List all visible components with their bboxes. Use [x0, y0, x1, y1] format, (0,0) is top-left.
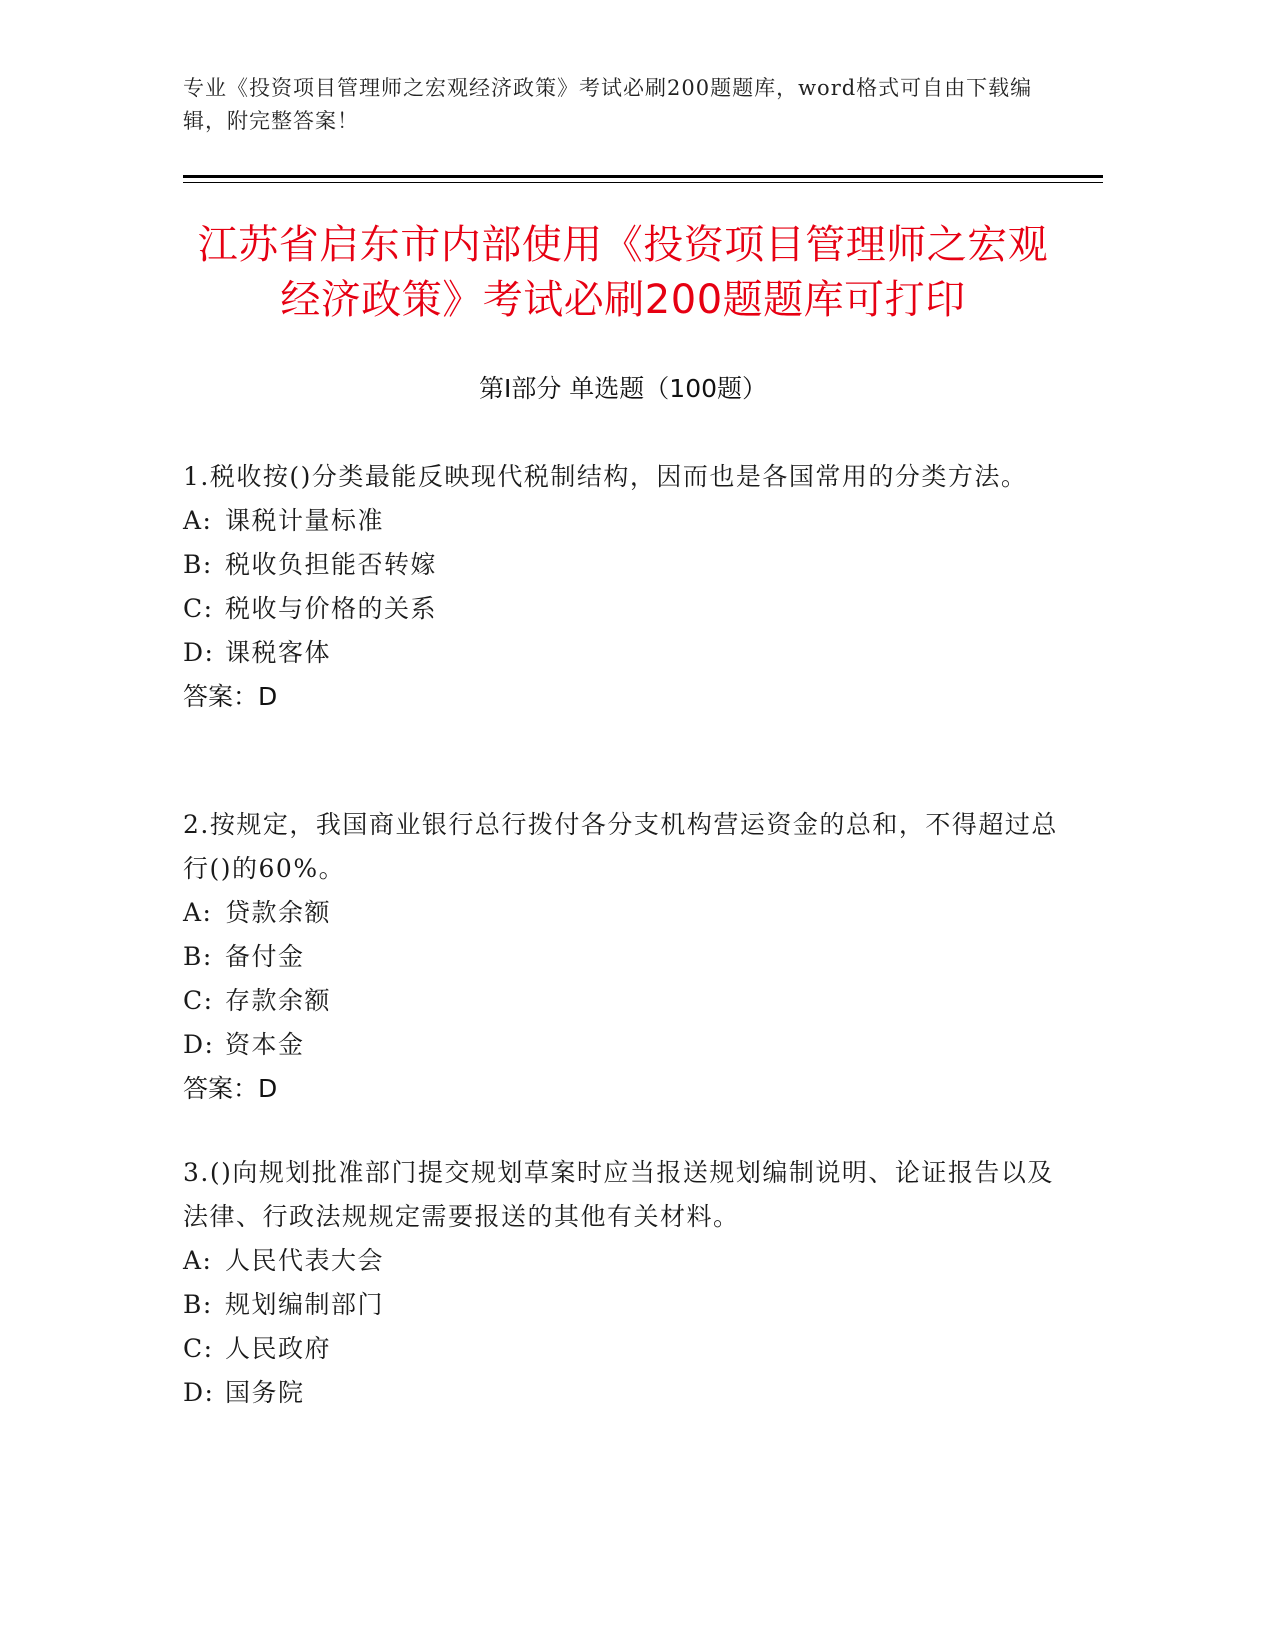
option-text: 课税客体: [225, 638, 332, 667]
option-c: [183, 979, 1063, 1023]
answer-line: 答案：D: [183, 682, 278, 711]
option-b: [183, 543, 1063, 587]
question-stem: 1.税收按()分类最能反映现代税制结构，因而也是各国常用的分类方法。: [183, 462, 1028, 491]
option-text: 人民代表大会: [225, 1246, 385, 1275]
option-key: A:: [183, 898, 213, 927]
question-1: [183, 455, 1063, 719]
option-key: B:: [183, 942, 213, 971]
option-d: [183, 631, 1063, 675]
option-key: D:: [183, 638, 215, 667]
header-rule-thin: [183, 182, 1103, 183]
option-a: [183, 499, 1063, 543]
option-text: 规划编制部门: [225, 1290, 385, 1319]
option-text: 贷款余额: [225, 898, 332, 927]
answer-line: 答案：D: [183, 1074, 278, 1103]
question-2: [183, 803, 1063, 1111]
option-a: [183, 1239, 1063, 1283]
header-rule-thick: [183, 175, 1103, 178]
option-b: [183, 935, 1063, 979]
option-text: 备付金: [225, 942, 305, 971]
document-title: 江苏省启东市内部使用《投资项目管理师之宏观经济政策》考试必刷200题题库可打印: [197, 222, 1049, 323]
option-c: [183, 1327, 1063, 1371]
option-b: [183, 1283, 1063, 1327]
option-key: C:: [183, 986, 214, 1015]
option-text: 课税计量标准: [225, 506, 385, 535]
section-title: 第Ⅰ部分 单选题（100题）: [478, 374, 768, 403]
option-text: 资本金: [225, 1030, 305, 1059]
option-text: 人民政府: [225, 1334, 332, 1363]
option-text: 国务院: [225, 1378, 305, 1407]
option-text: 税收与价格的关系: [225, 594, 438, 623]
option-key: A:: [183, 1246, 213, 1275]
header-note: 专业《投资项目管理师之宏观经济政策》考试必刷200题题库，word格式可自由下载编辑，附完整答案！: [183, 76, 1033, 133]
option-key: B:: [183, 1290, 213, 1319]
question-stem: 3.()向规划批准部门提交规划草案时应当报送规划编制说明、论证报告以及法律、行政法规规定需要报送的其他有关材料。: [183, 1158, 1054, 1231]
option-text: 税收负担能否转嫁: [225, 550, 438, 579]
option-d: [183, 1023, 1063, 1067]
option-key: B:: [183, 550, 213, 579]
option-key: A:: [183, 506, 213, 535]
option-text: 存款余额: [225, 986, 332, 1015]
question-3: [183, 1151, 1063, 1415]
option-c: [183, 587, 1063, 631]
option-d: [183, 1371, 1063, 1415]
option-a: [183, 891, 1063, 935]
option-key: D:: [183, 1030, 215, 1059]
question-stem: 2.按规定，我国商业银行总行拨付各分支机构营运资金的总和，不得超过总行()的60%。: [183, 810, 1058, 883]
option-key: D:: [183, 1378, 215, 1407]
option-key: C:: [183, 594, 214, 623]
option-key: C:: [183, 1334, 214, 1363]
